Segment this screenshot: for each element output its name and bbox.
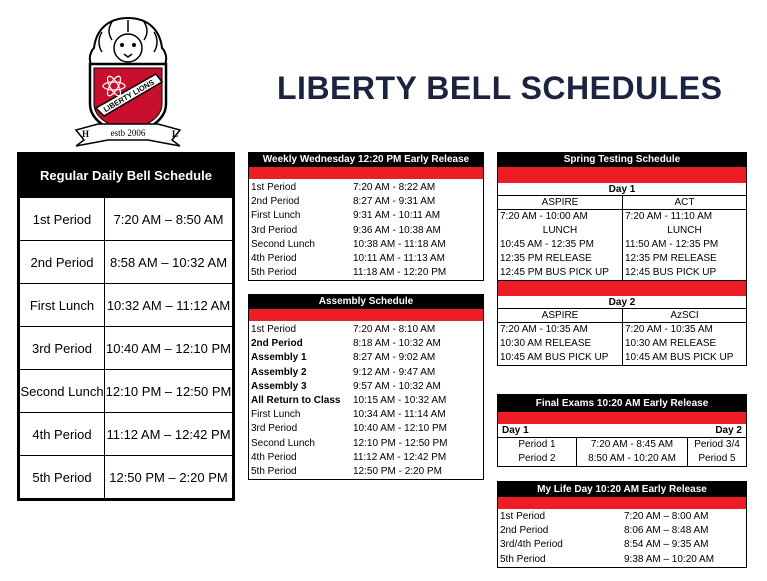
period-time: 10:11 AM - 11:13 AM <box>353 252 445 264</box>
table-row <box>20 284 233 327</box>
final-left-period: Period 1 <box>518 439 556 450</box>
spring-testing-title: Spring Testing Schedule <box>498 153 746 167</box>
schedule-row <box>249 238 483 252</box>
red-band <box>249 167 483 179</box>
period-label: Assembly 3 <box>251 380 307 392</box>
red-band <box>498 497 746 509</box>
schedule-row <box>249 266 483 280</box>
final-exams-title: Final Exams 10:20 AM Early Release <box>498 395 746 412</box>
school-crest-logo <box>68 12 188 147</box>
period-label: 4th Period <box>251 252 297 264</box>
period-time: 8:27 AM - 9:02 AM <box>353 352 436 364</box>
test-time-line: 12:35 PM RELEASE <box>625 253 717 264</box>
test-time-line: 7:20 AM - 10:35 AM <box>625 324 713 335</box>
red-band <box>498 412 746 424</box>
schedule-row <box>249 408 483 422</box>
test-time-line: 12:45 PM BUS PICK UP <box>500 267 609 278</box>
period-time: 9:12 AM - 9:47 AM <box>353 366 436 378</box>
period-label: 3rd Period <box>251 423 298 435</box>
period-label: First Lunch <box>251 210 301 222</box>
assembly-schedule-title: Assembly Schedule <box>249 295 483 309</box>
period-time: 10:38 AM - 11:18 AM <box>353 238 446 250</box>
period-time: 10:34 AM - 11:14 AM <box>353 409 446 421</box>
period-time: 9:38 AM – 10:20 AM <box>624 553 715 565</box>
test-name-header: ASPIRE <box>498 309 622 323</box>
schedule-row <box>498 553 746 567</box>
schedule-row <box>249 195 483 209</box>
period-time: 8:18 AM - 10:32 AM <box>353 338 441 350</box>
period-time: 7:20 AM - 8:22 AM <box>353 182 436 193</box>
period-cell: First Lunch <box>20 284 105 327</box>
logo-initial-right: L <box>172 129 179 139</box>
table-row <box>20 241 233 284</box>
period-label: 2nd Period <box>251 338 303 350</box>
schedule-row <box>249 181 483 195</box>
period-label: 3rd/4th Period <box>500 539 563 551</box>
final-right-period: Period 3/4 <box>694 439 740 450</box>
table-row <box>20 456 233 499</box>
time-cell: 11:12 AM – 12:42 PM <box>105 413 233 456</box>
red-band <box>249 309 483 321</box>
schedule-row <box>249 337 483 351</box>
table-row <box>20 413 233 456</box>
period-time: 11:18 AM - 12:20 PM <box>353 267 447 279</box>
schedule-row <box>249 437 483 451</box>
schedule-row <box>249 351 483 365</box>
period-cell: 1st Period <box>20 198 105 241</box>
period-label: 5th Period <box>251 267 297 279</box>
period-time: 12:50 PM - 2:20 PM <box>353 465 442 477</box>
final-left-period: Period 2 <box>518 453 556 464</box>
period-cell: 3rd Period <box>20 327 105 370</box>
period-time: 8:54 AM – 9:35 AM <box>624 539 709 551</box>
test-time-line: LUNCH <box>542 225 578 236</box>
final-day1-label: Day 1 <box>502 425 529 436</box>
period-label: 1st Period <box>251 324 297 335</box>
final-right-period: Period 5 <box>698 453 736 464</box>
page-title: LIBERTY BELL SCHEDULES <box>277 70 723 106</box>
time-cell: 12:50 PM – 2:20 PM <box>105 456 233 499</box>
schedule-row <box>498 538 746 552</box>
test-name-header: ASPIRE <box>498 196 622 210</box>
spring-testing-schedule <box>497 152 747 366</box>
period-label: 1st Period <box>251 182 297 193</box>
wednesday-schedule <box>248 152 484 281</box>
period-time: 9:31 AM - 10:11 AM <box>353 210 441 222</box>
time-cell: 12:10 PM – 12:50 PM <box>105 370 233 413</box>
test-time-line: 7:20 AM - 10:35 AM <box>500 324 588 335</box>
period-label: 2nd Period <box>251 196 300 208</box>
schedule-row <box>249 465 483 479</box>
period-label: 4th Period <box>251 451 297 463</box>
final-exam-row <box>498 438 746 452</box>
schedule-row <box>249 366 483 380</box>
time-cell: 8:58 AM – 10:32 AM <box>105 241 233 284</box>
schedule-row <box>249 422 483 436</box>
final-exam-row <box>498 452 746 466</box>
my-life-day-title: My Life Day 10:20 AM Early Release <box>498 482 746 497</box>
red-band <box>498 167 746 183</box>
test-time-line: 11:50 AM - 12:35 PM <box>625 239 719 250</box>
test-time-line: 10:45 AM BUS PICK UP <box>625 352 734 363</box>
period-label: Assembly 1 <box>251 352 307 364</box>
period-label: 1st Period <box>500 511 546 522</box>
final-exams-schedule <box>497 394 747 467</box>
logo-established-text: estb 2006 <box>110 128 146 138</box>
assembly-schedule <box>248 294 484 480</box>
schedule-row <box>498 510 746 524</box>
logo-banner-text: LIBERTY LIONS <box>101 77 156 114</box>
table-row <box>20 370 233 413</box>
period-time: 7:20 AM – 8:00 AM <box>624 511 709 522</box>
period-time: 8:27 AM - 9:31 AM <box>353 196 436 208</box>
logo-initial-left: H <box>82 129 90 139</box>
period-label: 5th Period <box>500 553 546 565</box>
test-time-line: 10:30 AM RELEASE <box>625 338 717 349</box>
period-time: 10:40 AM - 12:10 PM <box>353 423 447 435</box>
spring-day2-label: Day 2 <box>498 296 746 309</box>
final-time: 8:50 AM - 10:20 AM <box>576 452 688 466</box>
period-label: 5th Period <box>251 465 297 477</box>
period-time: 9:36 AM - 10:38 AM <box>353 224 441 236</box>
spring-day1-label: Day 1 <box>498 183 746 196</box>
final-exams-day-labels <box>498 424 746 438</box>
test-time-line: 12:35 PM RELEASE <box>500 253 592 264</box>
my-life-day-schedule <box>497 481 747 568</box>
final-day2-label: Day 2 <box>715 425 742 436</box>
period-time: 11:12 AM - 12:42 PM <box>353 451 447 463</box>
schedule-row <box>249 380 483 394</box>
table-row <box>20 327 233 370</box>
regular-schedule-title: Regular Daily Bell Schedule <box>19 154 233 197</box>
test-time-line: 10:45 AM BUS PICK UP <box>500 352 609 363</box>
time-cell: 7:20 AM – 8:50 AM <box>105 198 233 241</box>
test-time-line: 12:45 BUS PICK UP <box>625 267 717 278</box>
test-name-header: ACT <box>623 196 746 210</box>
period-time: 10:15 AM - 10:32 AM <box>353 394 447 406</box>
spring-day1-columns <box>498 196 746 280</box>
regular-schedule-table <box>17 152 235 501</box>
test-time-line: 7:20 AM - 11:10 AM <box>625 211 713 222</box>
final-time: 7:20 AM - 8:45 AM <box>576 438 688 452</box>
schedule-row <box>498 524 746 538</box>
schedule-row <box>249 224 483 238</box>
test-time-line: LUNCH <box>667 225 702 236</box>
period-label: All Return to Class <box>251 394 341 406</box>
period-cell: 5th Period <box>20 456 105 499</box>
schedule-row <box>249 394 483 408</box>
period-label: Assembly 2 <box>251 366 307 378</box>
schedule-row <box>249 252 483 266</box>
red-band <box>498 280 746 296</box>
spring-day2-columns <box>498 309 746 365</box>
period-label: Second Lunch <box>251 437 315 449</box>
test-time-line: 10:45 AM - 12:35 PM <box>500 239 594 250</box>
time-cell: 10:40 AM – 12:10 PM <box>105 327 233 370</box>
period-cell: 2nd Period <box>20 241 105 284</box>
period-cell: 4th Period <box>20 413 105 456</box>
test-time-line: 10:30 AM RELEASE <box>500 338 592 349</box>
period-cell: Second Lunch <box>20 370 105 413</box>
period-label: 2nd Period <box>500 525 549 537</box>
period-label: Second Lunch <box>251 238 315 250</box>
period-time: 7:20 AM - 8:10 AM <box>353 324 436 335</box>
wednesday-schedule-title: Weekly Wednesday 12:20 PM Early Release <box>249 153 483 167</box>
period-label: 3rd Period <box>251 224 298 236</box>
period-label: First Lunch <box>251 409 301 421</box>
period-time: 12:10 PM - 12:50 PM <box>353 437 448 449</box>
test-time-line: 7:20 AM - 10:00 AM <box>500 211 588 222</box>
period-time: 9:57 AM - 10:32 AM <box>353 380 441 392</box>
time-cell: 10:32 AM – 11:12 AM <box>105 284 233 327</box>
test-name-header: AzSCI <box>623 309 746 323</box>
schedule-row <box>249 451 483 465</box>
schedule-row <box>249 323 483 337</box>
table-row <box>20 198 233 241</box>
schedule-row <box>249 209 483 223</box>
period-time: 8:06 AM – 8:48 AM <box>624 525 709 537</box>
